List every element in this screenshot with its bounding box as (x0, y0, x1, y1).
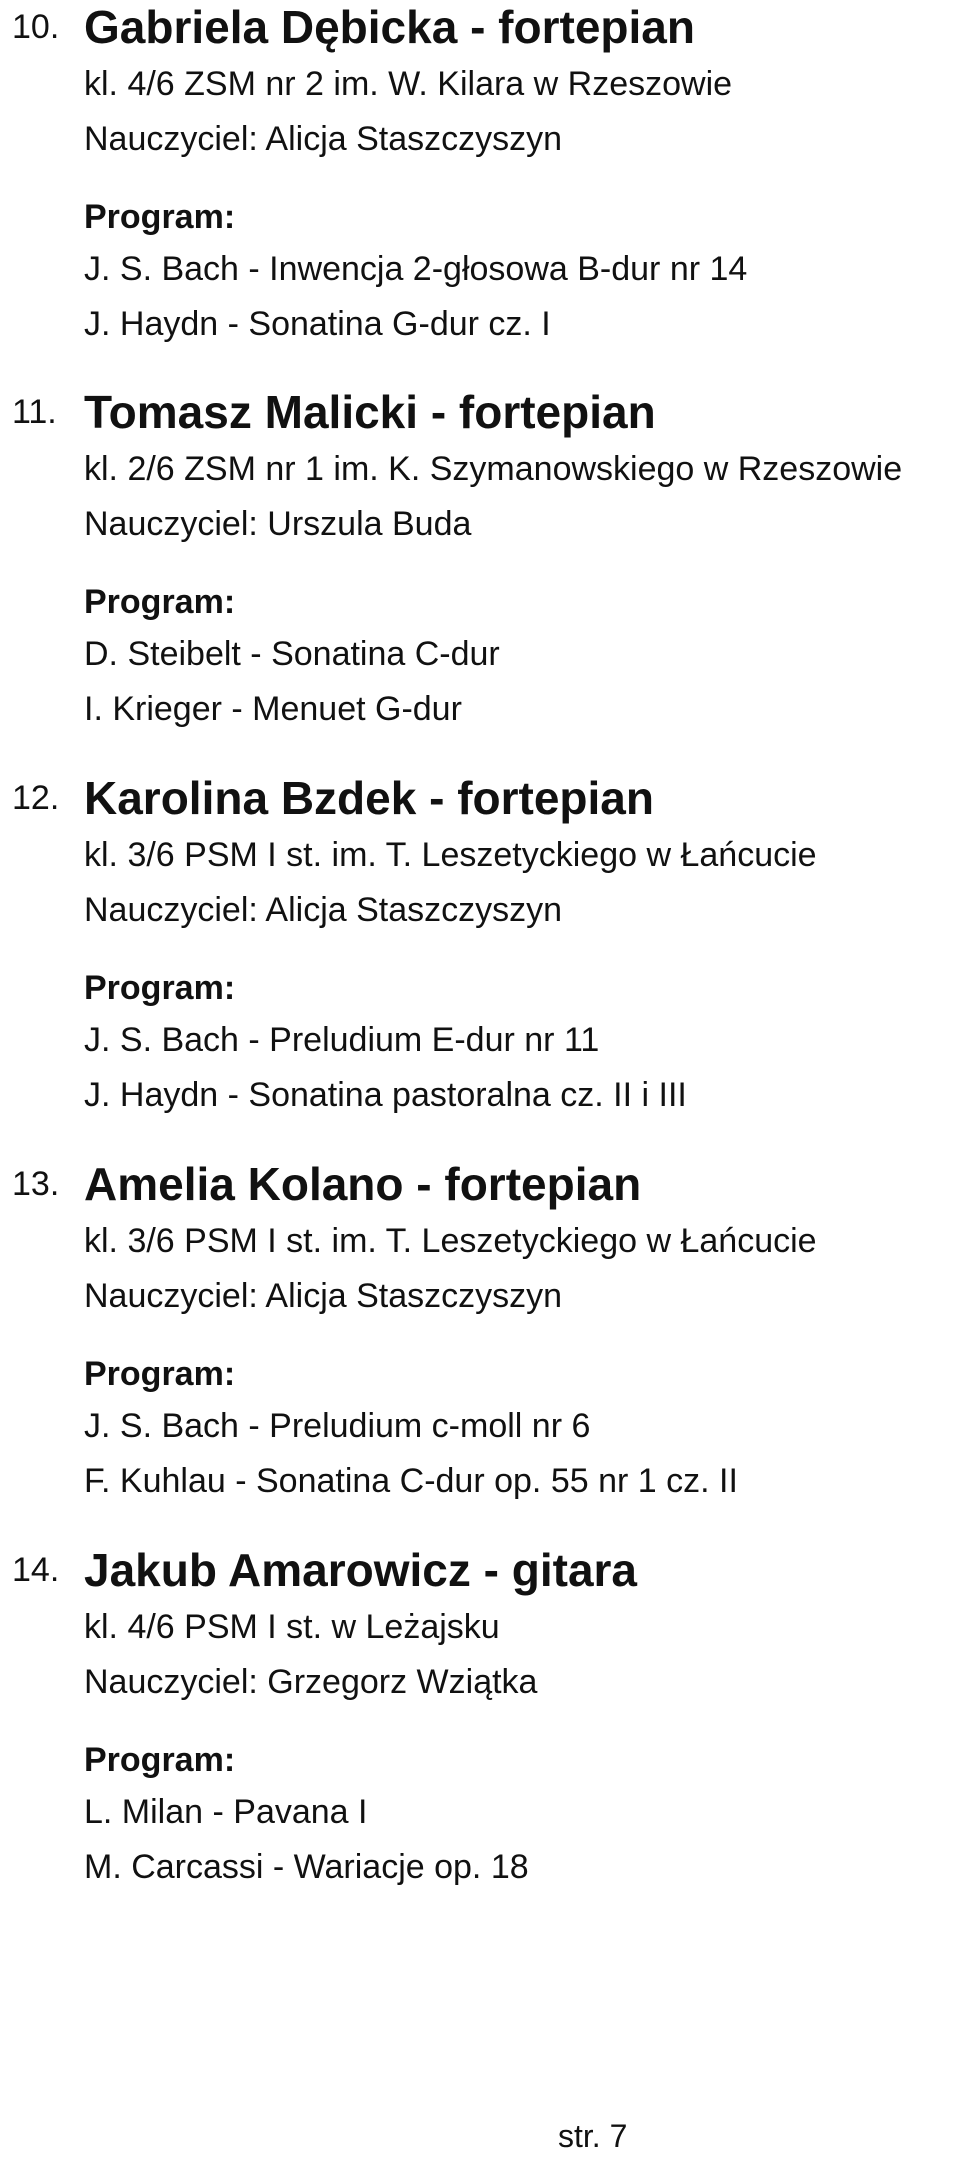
school-line: kl. 4/6 PSM I st. w Leżajsku (84, 1608, 500, 1646)
program-piece: J. Haydn - Sonatina pastoralna cz. II i III (84, 1076, 687, 1114)
performer-name: Gabriela Dębicka - fortepian (84, 1, 695, 53)
program-piece: J. S. Bach - Inwencja 2-głosowa B-dur nr 14 (84, 250, 748, 288)
teacher-line: Nauczyciel: Alicja Staszczyszyn (84, 891, 563, 929)
teacher-line: Nauczyciel: Urszula Buda (84, 505, 472, 543)
school-line: kl. 3/6 PSM I st. im. T. Leszetyckiego w Łańcucie (84, 1222, 817, 1260)
entry-number: 10. (12, 8, 60, 46)
program-label: Program: (84, 583, 236, 621)
program-piece: J. S. Bach - Preludium E-dur nr 11 (84, 1021, 600, 1059)
program-piece: D. Steibelt - Sonatina C-dur (84, 635, 500, 673)
program-piece: I. Krieger - Menuet G-dur (84, 690, 462, 728)
performer-name: Karolina Bzdek - fortepian (84, 772, 654, 824)
program-piece: M. Carcassi - Wariacje op. 18 (84, 1848, 529, 1886)
school-line: kl. 2/6 ZSM nr 1 im. K. Szymanowskiego w Rzeszowie (84, 450, 903, 488)
school-line: kl. 4/6 ZSM nr 2 im. W. Kilara w Rzeszowie (84, 65, 733, 103)
school-line: kl. 3/6 PSM I st. im. T. Leszetyckiego w Łańcucie (84, 836, 817, 874)
entry-number: 12. (12, 779, 60, 817)
teacher-line: Nauczyciel: Alicja Staszczyszyn (84, 1277, 563, 1315)
program-piece: J. Haydn - Sonatina G-dur cz. I (84, 305, 551, 343)
program-label: Program: (84, 969, 236, 1007)
performer-name: Amelia Kolano - fortepian (84, 1158, 642, 1210)
program-piece: F. Kuhlau - Sonatina C-dur op. 55 nr 1 cz. II (84, 1462, 738, 1500)
program-label: Program: (84, 198, 236, 236)
program-piece: L. Milan - Pavana I (84, 1793, 368, 1831)
program-label: Program: (84, 1355, 236, 1393)
entry-number: 11. (12, 393, 57, 431)
teacher-line: Nauczyciel: Alicja Staszczyszyn (84, 120, 563, 158)
performer-name: Jakub Amarowicz - gitara (84, 1544, 638, 1596)
page-number: str. 7 (558, 2118, 628, 2154)
entry-number: 13. (12, 1165, 60, 1203)
program-piece: J. S. Bach - Preludium c-moll nr 6 (84, 1407, 591, 1445)
performer-name: Tomasz Malicki - fortepian (84, 386, 656, 438)
teacher-line: Nauczyciel: Grzegorz Wziątka (84, 1663, 538, 1701)
entry-number: 14. (12, 1551, 60, 1589)
program-label: Program: (84, 1741, 236, 1779)
